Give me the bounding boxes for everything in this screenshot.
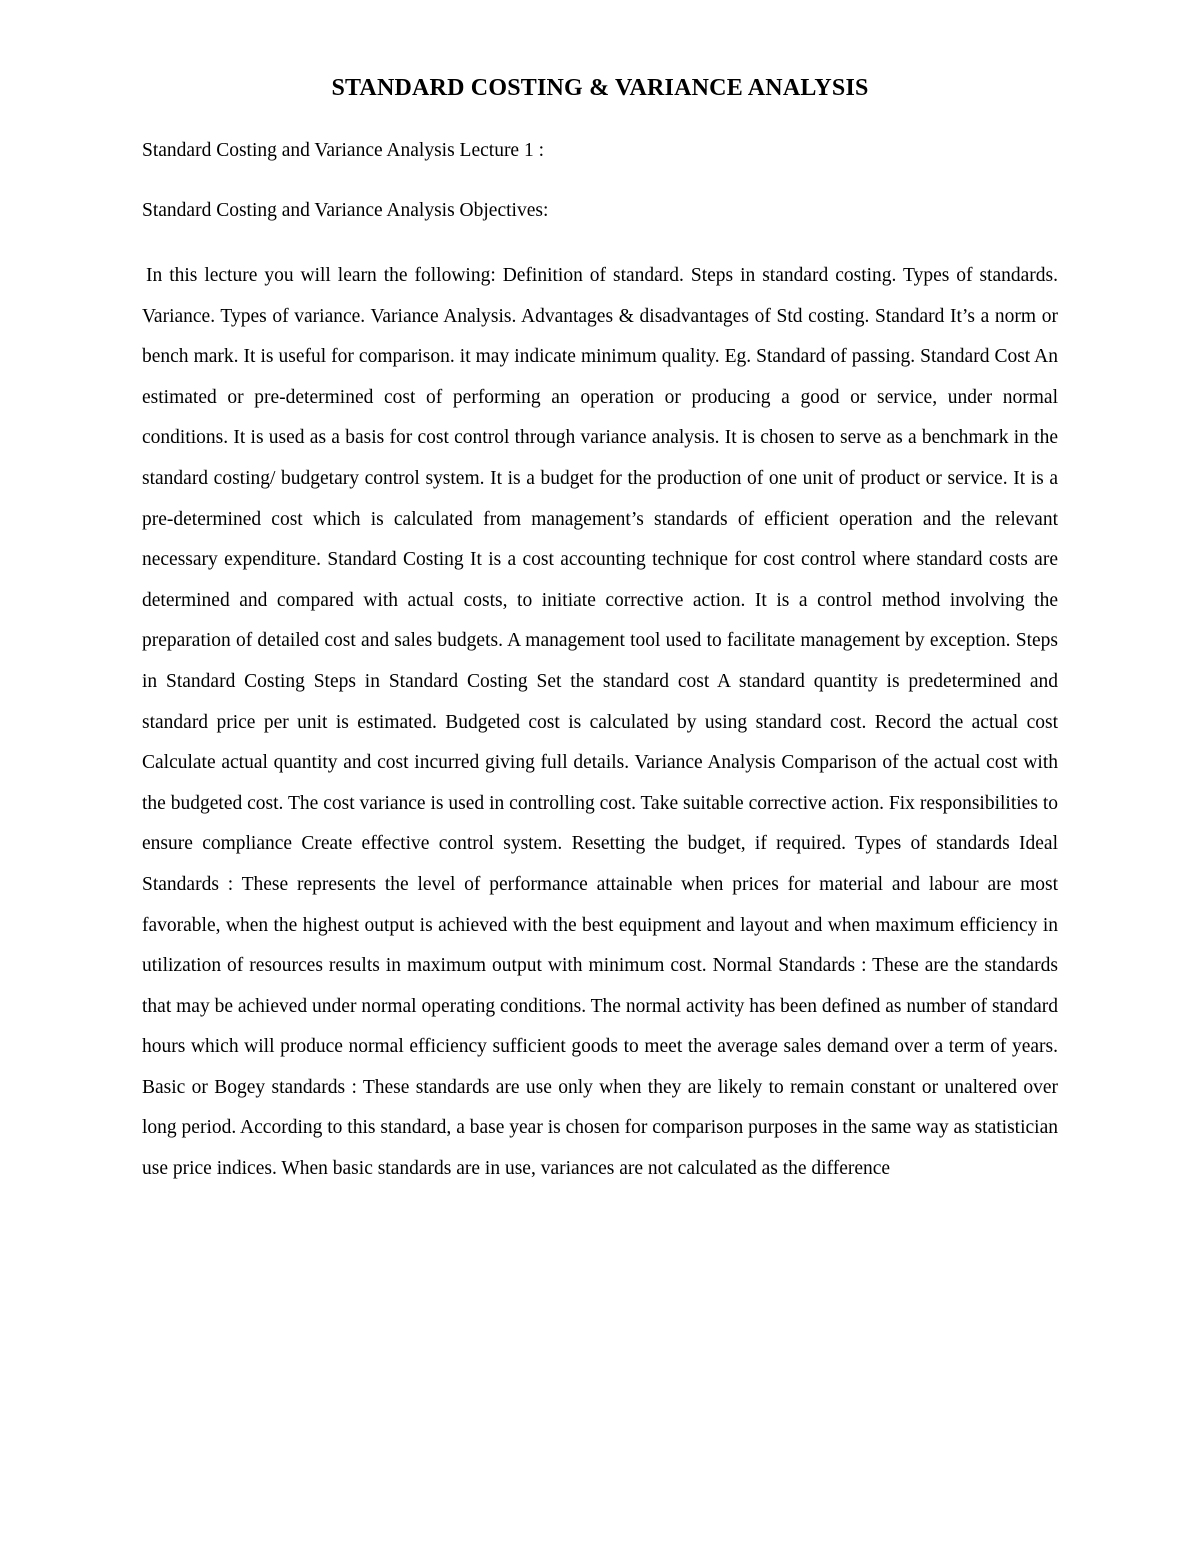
lecture-line: Standard Costing and Variance Analysis Lecture 1 : (142, 140, 545, 161)
document-title: STANDARD COSTING & VARIANCE ANALYSIS (331, 75, 869, 101)
objectives-line: Standard Costing and Variance Analysis Objectives: (142, 200, 549, 221)
document-page (142, 70, 1058, 1190)
body-paragraph: In this lecture you will learn the following: Definition of standard. Steps in standard costing. Types of standards. Variance. Types of variance. Variance Analysis. Advantages & disadvantages of Std costing. Standard It’s a norm or bench mark. It is useful for comparison. it may indicate minimum quality. Eg. Standard of passing. Standard Cost An estimated or pre-determined cost of performing an operation or producing a good or service, under normal conditions. It is used as a basis for cost control through variance analysis. It is chosen to serve as a benchmark in the standard costing/ budgetary control system. It is a budget for the production of one unit of product or service. It is a pre-determined cost which is calculated from management’s standards of efficient operation and the relevant necessary expenditure. Standard Costing It is a cost accounting technique for cost control where standard costs are determined and compared with actual costs, to initiate corrective action. It is a control method involving the preparation of detailed cost and sales budgets. A management tool used to facilitate management by exception. Steps in Standard Costing Steps in Standard Costing Set the standard cost A standard quantity is predetermined and standard price per unit is estimated. Budgeted cost is calculated by using standard cost. Record the actual cost Calculate actual quantity and cost incurred giving full details. Variance Analysis Comparison of the actual cost with the budgeted cost. The cost variance is used in controlling cost. Take suitable corrective action. Fix responsibilities to ensure compliance Create effective control system. Resetting the budget, if required. Types of standards Ideal Standards : These represents the level of performance attainable when prices for material and labour are most favorable, when the highest output is achieved with the best equipment and layout and when maximum efficiency in utilization of resources results in maximum output with minimum cost. Normal Standards : These are the standards that may be achieved under normal operating conditions. The normal activity has been defined as number of standard hours which will produce normal efficiency sufficient goods to meet the average sales demand over a term of years. Basic or Bogey standards : These standards are use only when they are likely to remain constant or unaltered over long period. According to this standard, a base year is chosen for comparison purposes in the same way as statistician use price indices. When basic standards are in use, variances are not calculated as the difference (142, 265, 1058, 1180)
